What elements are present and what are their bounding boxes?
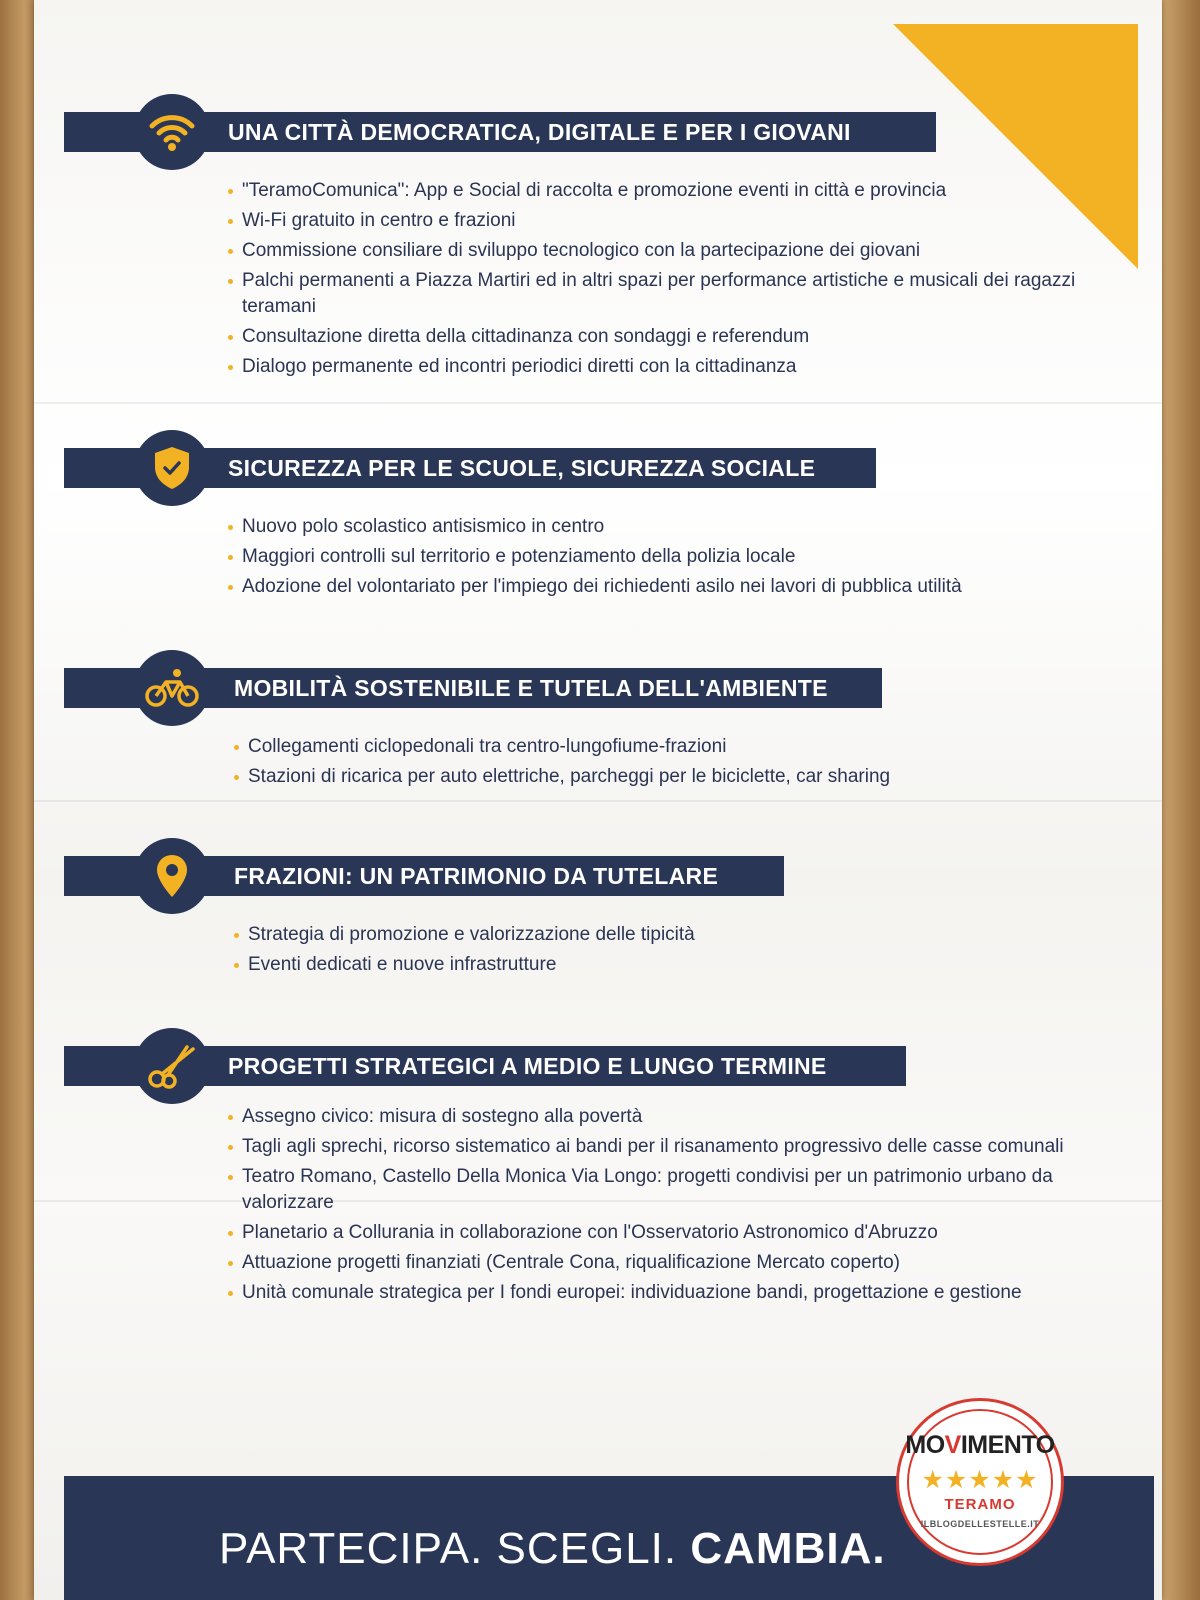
location-pin-icon xyxy=(134,838,210,914)
list-item: Attuazione progetti finanziati (Centrale Cona, riqualificazione Mercato coperto) xyxy=(228,1250,1088,1276)
list-item: Nuovo polo scolastico antisismico in centro xyxy=(228,514,1108,540)
list-item: Strategia di promozione e valorizzazione delle tipicità xyxy=(234,922,1114,948)
section-bullet-list xyxy=(228,178,1108,384)
list-item: Tagli agli sprechi, ricorso sistematico ai bandi per il risanamento progressivo delle casse comunali xyxy=(228,1134,1088,1160)
paper-fold xyxy=(34,402,1162,404)
list-item: Consultazione diretta della cittadinanza con sondaggi e referendum xyxy=(228,324,1108,350)
flyer-page xyxy=(34,0,1162,1600)
list-item: Planetario a Collurania in collaborazione con l'Osservatorio Astronomico d'Abruzzo xyxy=(228,1220,1088,1246)
list-item: Palchi permanenti a Piazza Martiri ed in altri spazi per performance artistiche e musicali dei ragazzi teramani xyxy=(228,268,1108,320)
list-item: Adozione del volontariato per l'impiego dei richiedenti asilo nei lavori di pubblica utilità xyxy=(228,574,1108,600)
list-item: Dialogo permanente ed incontri periodici diretti con la cittadinanza xyxy=(228,354,1108,380)
section-bullet-list xyxy=(234,922,1114,982)
list-item: Unità comunale strategica per I fondi europei: individuazione bandi, progettazione e gestione xyxy=(228,1280,1088,1306)
section-bullet-list xyxy=(234,734,1114,794)
list-item: Teatro Romano, Castello Della Monica Via Longo: progetti condivisi per un patrimonio urbano da valorizzare xyxy=(228,1164,1088,1216)
list-item: Stazioni di ricarica per auto elettriche, parcheggi per le biciclette, car sharing xyxy=(234,764,1114,790)
list-item: Commissione consiliare di sviluppo tecnologico con la partecipazione dei giovani xyxy=(228,238,1108,264)
movimento-logo xyxy=(896,1398,1064,1566)
section-title: SICUREZZA PER LE SCUOLE, SICUREZZA SOCIALE xyxy=(228,455,816,481)
slogan-emphasis: CAMBIA. xyxy=(690,1524,886,1573)
section-title: PROGETTI STRATEGICI A MEDIO E LUNGO TERMINE xyxy=(228,1053,827,1079)
logo-stars: ★★★★★ xyxy=(921,1466,1039,1494)
logo-wordmark: MOVIMENTO xyxy=(905,1431,1055,1459)
shield-icon xyxy=(134,430,210,506)
footer-slogan xyxy=(219,1524,886,1574)
list-item: Maggiori controlli sul territorio e potenziamento della polizia locale xyxy=(228,544,1108,570)
bicycle-icon xyxy=(134,650,210,726)
logo-website: ILBLOGDELLESTELLE.IT xyxy=(920,1519,1040,1529)
section-title: MOBILITÀ SOSTENIBILE E TUTELA DELL'AMBIENTE xyxy=(234,675,828,701)
paper-fold xyxy=(34,800,1162,802)
list-item: "TeramoComunica": App e Social di raccolta e promozione eventi in città e provincia xyxy=(228,178,1108,204)
list-item: Assegno civico: misura di sostegno alla povertà xyxy=(228,1104,1088,1130)
list-item: Collegamenti ciclopedonali tra centro-lungofiume-frazioni xyxy=(234,734,1114,760)
slogan-part: PARTECIPA. SCEGLI. xyxy=(219,1524,691,1573)
section-bullet-list xyxy=(228,1104,1088,1310)
logo-city: TERAMO xyxy=(944,1496,1016,1513)
section-title: UNA CITTÀ DEMOCRATICA, DIGITALE E PER I GIOVANI xyxy=(228,119,851,145)
list-item: Wi-Fi gratuito in centro e frazioni xyxy=(228,208,1108,234)
section-bullet-list xyxy=(228,514,1108,604)
section-title: FRAZIONI: UN PATRIMONIO DA TUTELARE xyxy=(234,863,719,889)
scissors-icon xyxy=(134,1028,210,1104)
list-item: Eventi dedicati e nuove infrastrutture xyxy=(234,952,1114,978)
wifi-icon xyxy=(134,94,210,170)
